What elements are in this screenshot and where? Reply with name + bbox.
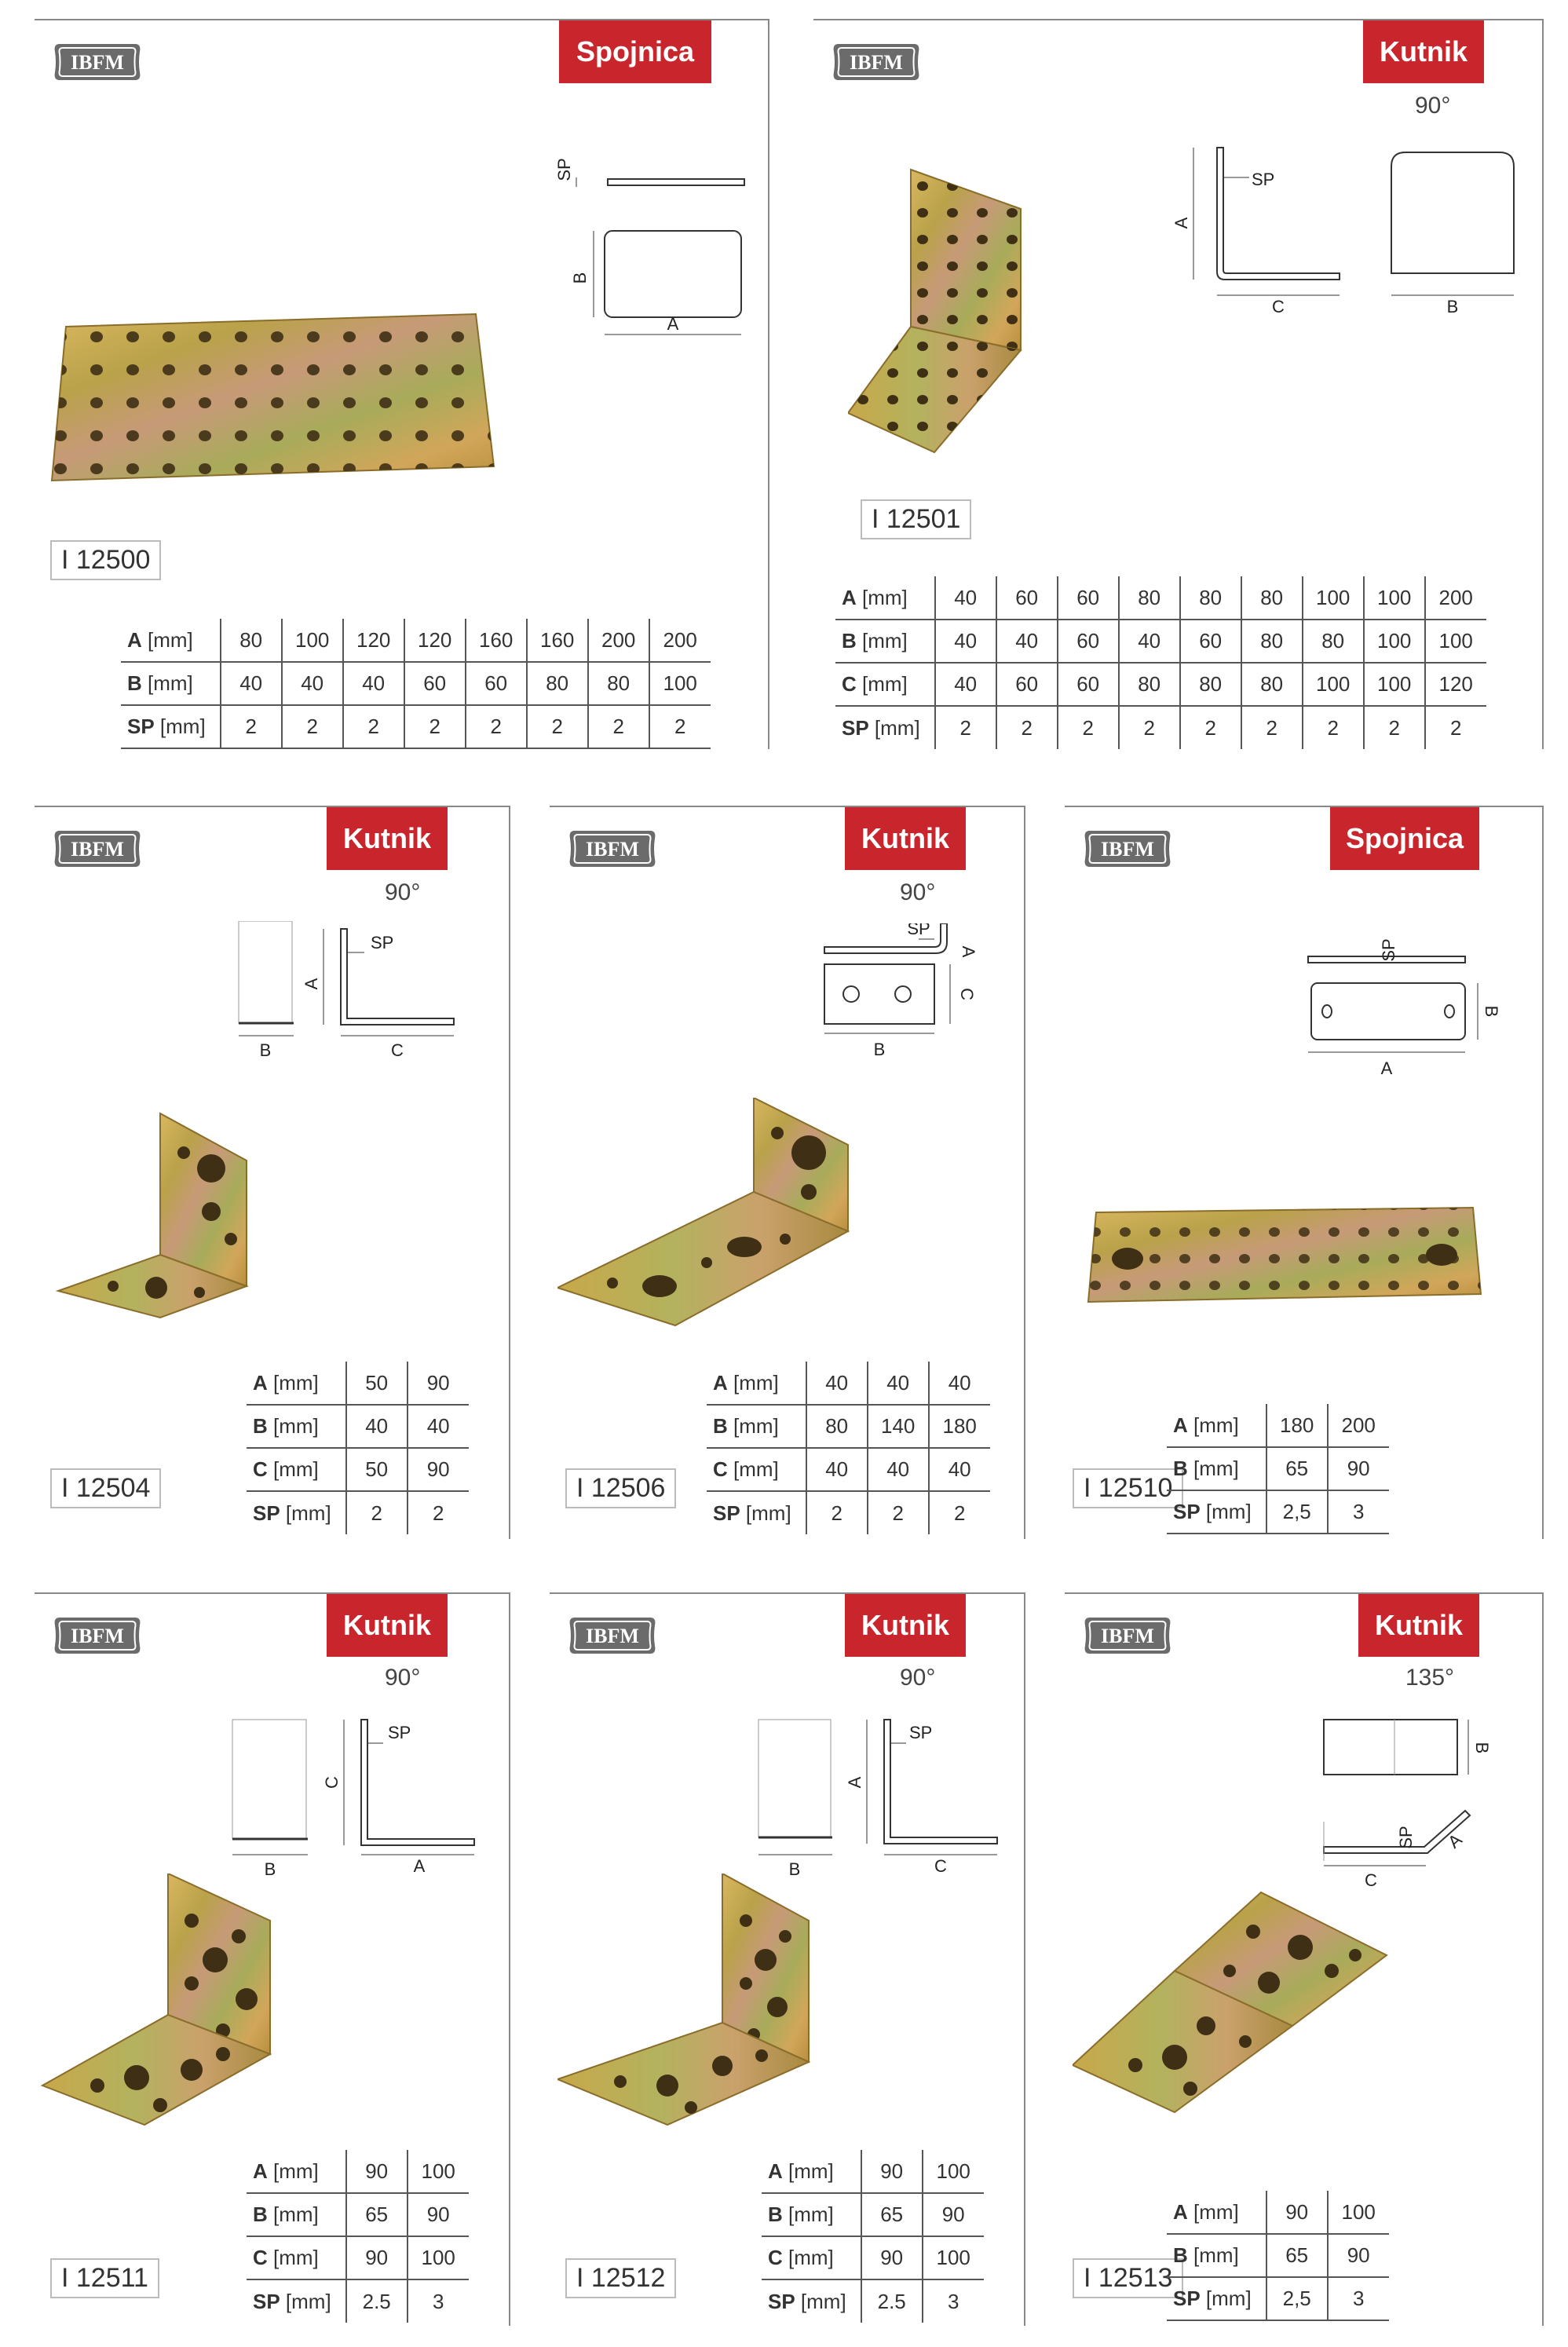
product-photo (42, 287, 498, 492)
dimension-label: B (1472, 1742, 1492, 1754)
dimension-label: A (845, 1776, 864, 1789)
category-badge: Kutnik (1363, 20, 1484, 83)
spec-cell: 180 (929, 1405, 990, 1448)
spec-cell: 200 (1425, 576, 1486, 620)
spec-table (1167, 1404, 1389, 1534)
spec-table (1167, 2191, 1389, 2321)
dimension-diagram (1292, 925, 1528, 1113)
dimension-label: C (391, 1040, 404, 1060)
spec-cell: 40 (282, 662, 343, 705)
spec-row (247, 2150, 469, 2193)
spec-cell: 100 (1364, 663, 1425, 706)
spec-cell: 65 (346, 2193, 408, 2236)
spec-row (1167, 1447, 1389, 1490)
product-photo (557, 1098, 895, 1333)
spec-row (247, 1362, 469, 1405)
dimension-label: SP (371, 933, 394, 952)
spec-cell: 90 (408, 1362, 469, 1405)
product-panel-12512 (550, 1592, 1025, 2326)
dimension-label: B (788, 1859, 801, 1879)
spec-cell: 90 (408, 1448, 469, 1491)
spec-cell: 80 (1241, 576, 1303, 620)
spec-table (762, 2150, 984, 2323)
dimension-label: SP (554, 158, 574, 181)
product-photo (848, 146, 1131, 476)
spec-table (121, 619, 711, 749)
spec-cell: 40 (996, 620, 1058, 663)
spec-cell: 90 (1328, 1447, 1389, 1490)
spec-row (1167, 2234, 1389, 2277)
dimension-label: A (1444, 1830, 1466, 1852)
spec-cell: 40 (935, 620, 996, 663)
spec-cell: 2 (1425, 706, 1486, 749)
spec-cell: 2 (221, 705, 282, 748)
spec-cell: 2 (527, 705, 588, 748)
spec-cell: 120 (404, 619, 466, 662)
spec-cell: 40 (1119, 620, 1180, 663)
spec-cell: 3 (1328, 2277, 1389, 2320)
spec-cell: 60 (1180, 620, 1241, 663)
spec-cell: 80 (806, 1405, 868, 1448)
spec-table (247, 1362, 469, 1534)
spec-cell: 2 (588, 705, 649, 748)
spec-cell: 90 (346, 2236, 408, 2279)
spec-cell: 60 (996, 576, 1058, 620)
spec-table (247, 2150, 469, 2323)
spec-cell: 90 (408, 2193, 469, 2236)
spec-cell: 160 (466, 619, 527, 662)
spec-cell: 100 (1328, 2191, 1389, 2234)
dimension-label: A (302, 978, 321, 990)
spec-cell: 40 (935, 663, 996, 706)
product-photo (1080, 1192, 1489, 1325)
spec-table (707, 1362, 990, 1534)
dimension-label: IBFM (586, 838, 639, 861)
dimension-diagram (215, 1712, 506, 1885)
spec-row (1167, 1490, 1389, 1534)
spec-cell: 3 (923, 2279, 984, 2323)
spec-cell: 2 (1180, 706, 1241, 749)
spec-table (835, 576, 1486, 749)
ibfm-logo (52, 1611, 143, 1660)
spec-cell: 60 (466, 662, 527, 705)
spec-cell: 100 (282, 619, 343, 662)
spec-row-sp (121, 705, 711, 748)
spec-row (707, 1448, 990, 1491)
dimension-label: SP (907, 923, 930, 938)
spec-cell: 2 (282, 705, 343, 748)
product-photo (557, 1874, 824, 2133)
spec-cell: 2.5 (346, 2279, 408, 2323)
spec-cell: 65 (1266, 2234, 1328, 2277)
logo-text: IBFM (71, 51, 124, 74)
spec-row-label: B [mm] (247, 2193, 346, 2236)
spec-cell: 40 (346, 1405, 408, 1448)
category-badge: Kutnik (1358, 1594, 1479, 1657)
spec-cell: 90 (1266, 2191, 1328, 2234)
spec-row-label: A [mm] (835, 576, 935, 620)
spec-cell: 80 (1180, 576, 1241, 620)
spec-row (762, 2193, 984, 2236)
spec-row-label: B [mm] (247, 1405, 346, 1448)
dimension-label: SP (1379, 938, 1398, 962)
dimension-label: C (1272, 297, 1285, 316)
spec-row-label: B [mm] (121, 662, 221, 705)
spec-cell: 40 (868, 1362, 929, 1405)
dimension-label: B (873, 1040, 886, 1059)
dimension-diagram (1308, 1712, 1536, 1892)
product-panel-12500 (35, 19, 769, 749)
product-panel-12501 (813, 19, 1544, 749)
spec-row (247, 1405, 469, 1448)
angle-label: 90° (385, 1665, 421, 1691)
spec-cell: 100 (923, 2150, 984, 2193)
spec-cell: 40 (935, 576, 996, 620)
spec-cell: 140 (868, 1405, 929, 1448)
spec-row-label: C [mm] (835, 663, 935, 706)
spec-cell: 2 (806, 1491, 868, 1534)
product-code: I 12501 (861, 499, 971, 539)
dimension-label: SP (1252, 170, 1275, 189)
spec-cell: 40 (221, 662, 282, 705)
spec-row (247, 2236, 469, 2279)
spec-cell: 3 (408, 2279, 469, 2323)
dimension-label: SP (1396, 1826, 1416, 1849)
spec-cell: 40 (806, 1362, 868, 1405)
spec-cell: 2 (996, 706, 1058, 749)
category-badge: Kutnik (845, 807, 966, 870)
category-badge: Kutnik (327, 807, 448, 870)
spec-row-label: SP [mm] (713, 1501, 791, 1525)
product-code: I 12510 (1073, 1468, 1183, 1508)
spec-cell: 80 (1241, 663, 1303, 706)
product-panel-12513 (1065, 1592, 1544, 2326)
spec-cell: 80 (527, 662, 588, 705)
dimension-label: SP (909, 1723, 933, 1742)
spec-row-b (121, 662, 711, 705)
product-panel-12504 (35, 806, 510, 1539)
spec-row-label: SP [mm] (253, 2289, 331, 2313)
spec-cell: 100 (1364, 576, 1425, 620)
product-panel-12510 (1065, 806, 1544, 1539)
spec-row-label: C [mm] (707, 1448, 806, 1491)
spec-cell: 65 (1266, 1447, 1328, 1490)
dimension-label: IBFM (71, 838, 124, 861)
dimension-label: IBFM (1101, 838, 1154, 861)
spec-cell: 2 (404, 705, 466, 748)
product-panel-12511 (35, 1592, 510, 2326)
spec-cell: 80 (588, 662, 649, 705)
dimension-label: B (264, 1859, 276, 1879)
spec-cell: 2 (408, 1491, 469, 1534)
dimension-label: IBFM (71, 1625, 124, 1647)
angle-label: 90° (900, 1665, 936, 1691)
spec-cell: 2 (343, 705, 404, 748)
spec-cell: 2 (1364, 706, 1425, 749)
spec-row (707, 1405, 990, 1448)
spec-cell: 90 (1328, 2234, 1389, 2277)
spec-row-label: SP [mm] (121, 705, 221, 748)
spec-row-label: SP [mm] (253, 1501, 331, 1525)
spec-cell: 80 (1119, 576, 1180, 620)
product-code: I 12511 (50, 2258, 159, 2298)
spec-row-label: SP [mm] (768, 2289, 846, 2313)
category-badge: Spojnica (1330, 807, 1479, 870)
spec-cell: 50 (346, 1448, 408, 1491)
spec-cell: 80 (1303, 620, 1364, 663)
product-code: I 12506 (565, 1468, 676, 1508)
spec-row (707, 1491, 990, 1534)
spec-cell: 200 (588, 619, 649, 662)
spec-row-sp (835, 706, 1486, 749)
spec-cell: 2 (1119, 706, 1180, 749)
spec-row-a (121, 619, 711, 662)
spec-row-label: A [mm] (121, 619, 221, 662)
ibfm-logo (567, 824, 658, 873)
spec-cell: 100 (1364, 620, 1425, 663)
spec-row-label: B [mm] (707, 1405, 806, 1448)
spec-row-label: B [mm] (835, 620, 935, 663)
spec-row-label: SP [mm] (1167, 1490, 1266, 1534)
spec-row-label: A [mm] (247, 2150, 346, 2193)
spec-cell: 90 (346, 2150, 408, 2193)
spec-cell: 40 (806, 1448, 868, 1491)
spec-row-label: A [mm] (1167, 1404, 1266, 1447)
spec-cell: 60 (996, 663, 1058, 706)
angle-label: 90° (1415, 93, 1451, 119)
spec-cell: 2 (346, 1491, 408, 1534)
spec-row-label: A [mm] (1167, 2191, 1266, 2234)
spec-cell: 2 (649, 705, 711, 748)
angle-label: 90° (900, 879, 936, 905)
spec-row (1167, 1404, 1389, 1447)
product-code: I 12504 (50, 1468, 161, 1508)
angle-label: 135° (1405, 1665, 1455, 1691)
spec-row (762, 2150, 984, 2193)
spec-cell: 2.5 (861, 2279, 923, 2323)
spec-row-label: C [mm] (247, 1448, 346, 1491)
spec-cell: 2 (868, 1491, 929, 1534)
category-badge: Kutnik (845, 1594, 966, 1657)
spec-row-label: B [mm] (1167, 2234, 1266, 2277)
spec-cell: 60 (404, 662, 466, 705)
spec-row-c (835, 663, 1486, 706)
spec-cell: 60 (1058, 576, 1119, 620)
dimension-label: B (570, 272, 590, 284)
spec-cell: 40 (408, 1405, 469, 1448)
dimension-label: B (259, 1040, 272, 1060)
spec-row-label: C [mm] (762, 2236, 861, 2279)
dimension-label: B (1446, 297, 1459, 316)
category-badge: Spojnica (559, 20, 711, 83)
spec-cell: 2 (1058, 706, 1119, 749)
spec-cell: 2 (929, 1491, 990, 1534)
spec-cell: 100 (1425, 620, 1486, 663)
spec-row-a (835, 576, 1486, 620)
dimension-label: IBFM (586, 1625, 639, 1647)
spec-cell: 2 (466, 705, 527, 748)
dimension-label: IBFM (850, 51, 903, 74)
spec-cell: 180 (1266, 1404, 1328, 1447)
product-code: I 12512 (565, 2258, 676, 2298)
spec-row (1167, 2277, 1389, 2320)
dimension-label: A (413, 1856, 426, 1876)
spec-row-label: B [mm] (1167, 1447, 1266, 1490)
ibfm-logo (52, 824, 143, 873)
product-photo (42, 1106, 278, 1333)
dimension-label: IBFM (1101, 1625, 1154, 1647)
spec-cell: 100 (408, 2236, 469, 2279)
spec-cell: 100 (408, 2150, 469, 2193)
spec-cell: 100 (923, 2236, 984, 2279)
spec-cell: 50 (346, 1362, 408, 1405)
spec-row (762, 2236, 984, 2279)
spec-cell: 60 (1058, 663, 1119, 706)
product-panel-12506 (550, 806, 1025, 1539)
dimension-label: SP (388, 1723, 411, 1742)
spec-cell: 3 (1328, 1490, 1389, 1534)
spec-cell: 100 (1303, 576, 1364, 620)
spec-cell: 90 (923, 2193, 984, 2236)
spec-cell: 80 (221, 619, 282, 662)
spec-cell: 80 (1119, 663, 1180, 706)
spec-row-label: SP [mm] (842, 715, 920, 740)
dimension-label: A (667, 314, 679, 334)
spec-row (247, 1491, 469, 1534)
product-code: I 12500 (50, 540, 161, 580)
dimension-label: C (957, 988, 977, 1000)
spec-row (247, 2279, 469, 2323)
spec-cell: 40 (868, 1448, 929, 1491)
spec-cell: 120 (343, 619, 404, 662)
spec-cell: 60 (1058, 620, 1119, 663)
dimension-diagram (1159, 138, 1536, 327)
spec-row (247, 2193, 469, 2236)
spec-cell: 2 (1241, 706, 1303, 749)
spec-cell: 100 (1303, 663, 1364, 706)
spec-cell: 90 (861, 2150, 923, 2193)
spec-cell: 120 (1425, 663, 1486, 706)
product-photo (1073, 1885, 1434, 2120)
dimension-label: A (1380, 1058, 1393, 1078)
spec-cell: 2 (935, 706, 996, 749)
spec-row-label: B [mm] (762, 2193, 861, 2236)
spec-cell: 90 (861, 2236, 923, 2279)
category-badge: Kutnik (327, 1594, 448, 1657)
spec-cell: 200 (1328, 1404, 1389, 1447)
dimension-label: A (959, 945, 978, 958)
spec-row-label: A [mm] (247, 1362, 346, 1405)
spec-row (762, 2279, 984, 2323)
spec-row (247, 1448, 469, 1491)
spec-cell: 200 (649, 619, 711, 662)
spec-cell: 160 (527, 619, 588, 662)
spec-row-label: C [mm] (247, 2236, 346, 2279)
ibfm-logo (831, 38, 922, 86)
ibfm-logo (1082, 1611, 1173, 1660)
dimension-diagram (801, 923, 1021, 1096)
dimension-label: C (322, 1776, 342, 1789)
spec-cell: 80 (1180, 663, 1241, 706)
spec-cell: 40 (929, 1362, 990, 1405)
ibfm-logo (1082, 824, 1173, 873)
spec-cell: 65 (861, 2193, 923, 2236)
ibfm-logo (567, 1611, 658, 1660)
spec-cell: 2,5 (1266, 1490, 1328, 1534)
spec-cell: 80 (1241, 620, 1303, 663)
spec-row-label: A [mm] (762, 2150, 861, 2193)
spec-row-label: SP [mm] (1167, 2277, 1266, 2320)
dimension-diagram (176, 921, 506, 1086)
spec-row-b (835, 620, 1486, 663)
ibfm-logo (52, 38, 143, 86)
dimension-label: C (1365, 1870, 1377, 1890)
dimension-diagram (738, 1712, 1021, 1885)
spec-row-label: A [mm] (707, 1362, 806, 1405)
dimension-label: B (1482, 1005, 1501, 1018)
dimension-label: C (934, 1856, 947, 1876)
spec-row (707, 1362, 990, 1405)
spec-row (1167, 2191, 1389, 2234)
spec-cell: 2,5 (1266, 2277, 1328, 2320)
spec-cell: 40 (343, 662, 404, 705)
angle-label: 90° (385, 879, 421, 905)
spec-cell: 40 (929, 1448, 990, 1491)
product-photo (35, 1874, 302, 2133)
product-code: I 12513 (1073, 2258, 1183, 2298)
spec-cell: 100 (649, 662, 711, 705)
spec-cell: 2 (1303, 706, 1364, 749)
dimension-label: A (1171, 217, 1191, 229)
dimension-diagram (537, 130, 757, 358)
